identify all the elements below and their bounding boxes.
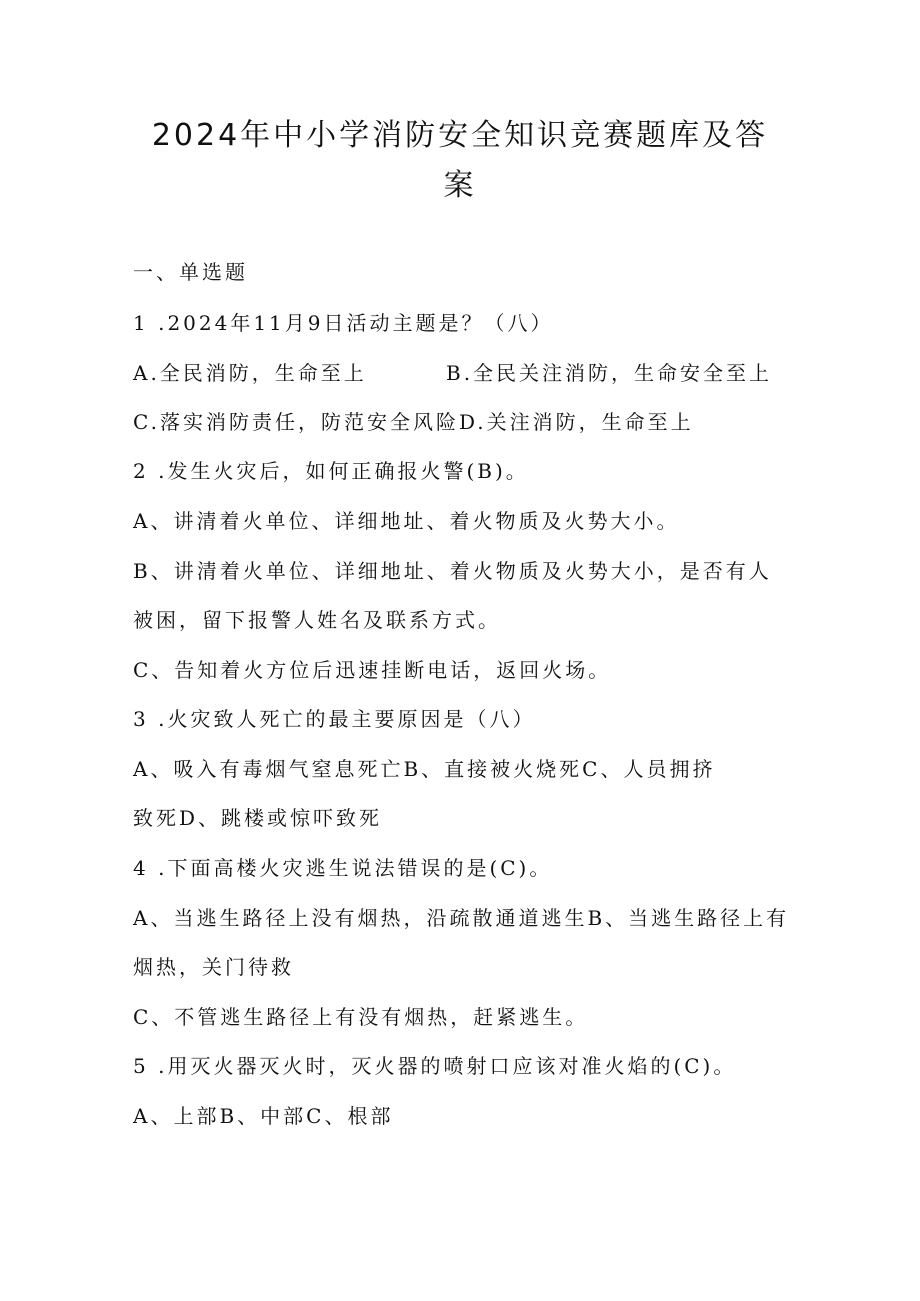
question-3-options-continued: 致死D、跳楼或惊吓致死	[133, 806, 383, 830]
question-4: 4 .下面高楼火灾逃生说法错误的是(C)。	[133, 856, 553, 880]
question-1-option-a: A.全民消防，生命至上	[133, 361, 367, 385]
question-2: 2 .发生火灾后，如何正确报火警(B)。	[133, 459, 529, 483]
question-4-options-continued: 烟热，关门待救	[133, 955, 294, 979]
question-1-option-b: B.全民关注消防，生命安全至上	[446, 361, 773, 385]
question-1-options-c-d: C.落实消防责任，防范安全风险D.关注消防，生命至上	[133, 410, 694, 434]
question-2-option-c: C、告知着火方位后迅速挂断电话，返回火场。	[133, 658, 612, 682]
question-2-option-b-continued: 被困，留下报警人姓名及联系方式。	[133, 608, 501, 632]
question-2-option-a: A、讲清着火单位、详细地址、着火物质及火势大小。	[133, 509, 680, 533]
question-4-options: A、当逃生路径上没有烟热，沿疏散通道逃生B、当逃生路径上有	[133, 906, 790, 930]
question-1: 1 .2024年11月9日活动主题是？（八）	[133, 311, 554, 335]
question-3-options: A、吸入有毒烟气窒息死亡B、直接被火烧死C、人员拥挤	[133, 757, 716, 781]
question-4-option-c: C、不管逃生路径上有没有烟热，赶紧逃生。	[133, 1005, 589, 1029]
question-5-options: A、上部B、中部C、根部	[133, 1104, 394, 1128]
document-title: 2024年中小学消防安全知识竞赛题库及答	[151, 118, 769, 153]
question-2-option-b: B、讲清着火单位、详细地址、着火物质及火势大小，是否有人	[133, 559, 772, 583]
document-title-continued: 案	[443, 168, 477, 203]
section-heading: 一、单选题	[133, 260, 248, 284]
question-5: 5 .用灭火器灭火时，灭火器的喷射口应该对准火焰的(C)。	[133, 1054, 737, 1078]
question-3: 3 .火灾致人死亡的最主要原因是（八）	[133, 707, 536, 731]
